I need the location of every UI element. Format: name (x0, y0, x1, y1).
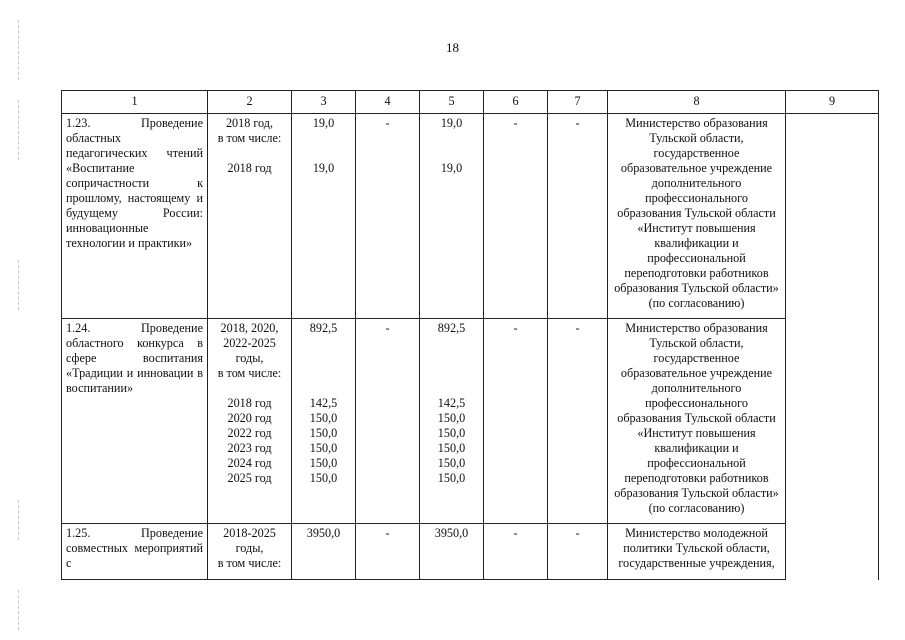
extrabudget-cell: - (548, 319, 608, 524)
extrabudget-cell: - (548, 114, 608, 319)
federal-budget-cell: - (356, 114, 420, 319)
period-line: 2022-2025 (223, 336, 276, 350)
measure-name-cell: 1.25. Проведение совместных мероприятий с (62, 524, 208, 580)
table-row (62, 524, 879, 580)
breakdown-year: 2022 год (227, 426, 272, 440)
measure-name-cell: 1.23. Проведение областных педагогических чтений «Воспитание сопричастности к прошлому, настоящему и будущему России: инновационные технологии и практики» (62, 114, 208, 319)
municipal-budget-cell: - (484, 114, 548, 319)
period-line: в том числе: (217, 131, 282, 145)
period-line: 2018, 2020, (220, 321, 279, 335)
header-cell: 1 (62, 91, 208, 114)
breakdown-year: 2018 год (227, 396, 272, 410)
extrabudget-cell: - (548, 524, 608, 580)
program-table (61, 90, 879, 580)
page-number: 18 (446, 40, 459, 55)
breakdown-year: 2024 год (227, 456, 272, 470)
breakdown-total: 142,5 (309, 396, 338, 410)
regional-budget-cell: 3950,0 (420, 524, 484, 580)
margin-rule (18, 590, 20, 630)
margin-rule (18, 260, 20, 310)
regional-value: 892,5 (437, 321, 466, 335)
header-cell: 8 (608, 91, 786, 114)
executor-cell: Министерство образования Тульской области, государственное образовательное учреждение дополнительного профессионального образования Тульской области «Институт повышения квалификации и профессиональной переподготовки работников образования Тульской области» (по согласованию) (608, 114, 786, 319)
period-line: в том числе: (217, 366, 282, 380)
table-header-row (62, 91, 879, 114)
measure-name-cell: 1.24. Проведение областного конкурса в сфере воспитания «Традиции и инновации в воспитании» (62, 319, 208, 524)
header-cell: 4 (356, 91, 420, 114)
municipal-budget-cell: - (484, 319, 548, 524)
header-cell: 9 (786, 91, 879, 114)
header-cell: 5 (420, 91, 484, 114)
breakdown-total: 150,0 (309, 471, 338, 485)
total-cell: 3950,0 (292, 524, 356, 580)
breakdown-regional: 142,5 (437, 396, 466, 410)
header-cell: 6 (484, 91, 548, 114)
regional-budget-cell (420, 114, 484, 319)
breakdown-total: 150,0 (309, 441, 338, 455)
total-value: 892,5 (309, 321, 338, 335)
breakdown-year: 2025 год (227, 471, 272, 485)
breakdown-total: 150,0 (309, 426, 338, 440)
federal-budget-cell: - (356, 524, 420, 580)
breakdown-year: 2023 год (227, 441, 272, 455)
period-line: 2018 год, (225, 116, 274, 130)
executor-cell: Министерство молодежной политики Тульской области, государственные учреждения, (608, 524, 786, 580)
municipal-budget-cell: - (484, 524, 548, 580)
breakdown-year: 2020 год (227, 411, 272, 425)
total-value: 19,0 (312, 116, 335, 130)
period-line: годы, (235, 351, 264, 365)
breakdown-total: 150,0 (309, 411, 338, 425)
margin-rule (18, 100, 20, 160)
executor-cell: Министерство образования Тульской области, государственное образовательное учреждение дополнительного профессионального образования Тульской области «Институт повышения квалификации и профессиональной переподготовки работников образования Тульской области» (по согласованию) (608, 319, 786, 524)
breakdown-regional: 19,0 (440, 161, 463, 175)
column-9-cell (786, 114, 879, 580)
breakdown-regional: 150,0 (437, 426, 466, 440)
period-line: 2018-2025 (223, 526, 276, 540)
breakdown-regional: 150,0 (437, 441, 466, 455)
period-cell (208, 524, 292, 580)
breakdown-regional: 150,0 (437, 471, 466, 485)
table-row (62, 319, 879, 524)
total-cell (292, 114, 356, 319)
header-cell: 3 (292, 91, 356, 114)
header-cell: 2 (208, 91, 292, 114)
table-row (62, 114, 879, 319)
breakdown-total: 150,0 (309, 456, 338, 470)
period-cell (208, 319, 292, 524)
federal-budget-cell: - (356, 319, 420, 524)
margin-rule (18, 20, 20, 80)
breakdown-year: 2018 год (227, 161, 272, 175)
header-cell: 7 (548, 91, 608, 114)
margin-rule (18, 500, 20, 540)
breakdown-total: 19,0 (312, 161, 335, 175)
breakdown-regional: 150,0 (437, 411, 466, 425)
period-cell (208, 114, 292, 319)
regional-budget-cell (420, 319, 484, 524)
period-line: годы, (235, 541, 264, 555)
regional-value: 19,0 (440, 116, 463, 130)
total-cell (292, 319, 356, 524)
breakdown-regional: 150,0 (437, 456, 466, 470)
period-line: в том числе: (217, 556, 282, 570)
